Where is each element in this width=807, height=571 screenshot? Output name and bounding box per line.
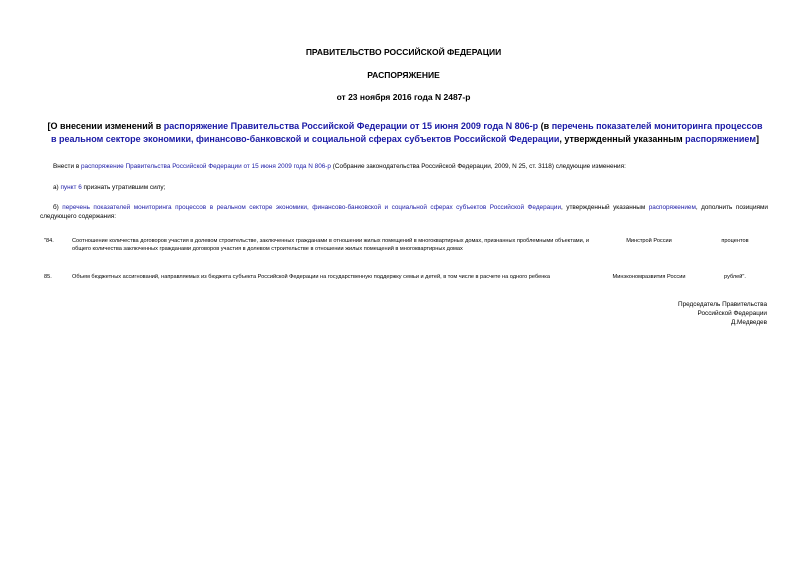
signature-country: Российской Федерации bbox=[697, 310, 767, 317]
signature-name: Д.Медведев bbox=[730, 319, 767, 326]
item-b-paragraph bbox=[40, 203, 768, 221]
item-b-text-2: , утвержденный указанным bbox=[561, 204, 649, 211]
table-row-85-unit: рублей". bbox=[724, 274, 746, 280]
table-row-84-unit: процентов bbox=[721, 238, 749, 244]
title-text-1: [О внесении изменений в bbox=[47, 121, 164, 131]
table-row-85-text: Объем бюджетных ассигнований, направляемых из бюджета субъекта Российской Федерации на государственную поддержку семьи и детей, в том числе в расчете на одного ребенка bbox=[72, 274, 550, 280]
intro-paragraph bbox=[53, 162, 768, 171]
document-type-heading: РАСПОРЯЖЕНИЕ bbox=[367, 70, 440, 80]
document-date-number: от 23 ноября 2016 года N 2487-р bbox=[336, 92, 471, 102]
title-text-2: (в bbox=[538, 121, 552, 131]
title-link-decree-806[interactable]: распоряжение Правительства Российской Федерации от 15 июня 2009 года N 806-р bbox=[163, 121, 539, 131]
table-row-84-agency: Минстрой России bbox=[626, 238, 672, 244]
signature-block bbox=[678, 300, 767, 327]
item-b-link-indicator-list[interactable]: перечень показателей мониторинга процессов в реальном секторе экономики, финансово-банковской и социальной сферах субъектов Российской Федерации bbox=[62, 204, 562, 211]
intro-link-decree-806[interactable]: распоряжение Правительства Российской Федерации от 15 июня 2009 года N 806-р bbox=[80, 163, 331, 170]
item-b-link-decree[interactable]: распоряжением bbox=[648, 204, 696, 211]
item-a-paragraph bbox=[53, 183, 768, 192]
item-a-link-clause-6[interactable]: пункт 6 bbox=[60, 184, 82, 191]
title-link-decree[interactable]: распоряжением bbox=[685, 134, 756, 144]
table-row-85-agency: Минэкономразвития России bbox=[612, 274, 686, 280]
signature-title: Председатель Правительства bbox=[678, 301, 767, 308]
government-heading: ПРАВИТЕЛЬСТВО РОССИЙСКОЙ ФЕДЕРАЦИИ bbox=[305, 47, 502, 57]
table-row-84-text: Соотношение количества договоров участия в долевом строительстве, заключенных гражданами в отношении жилых помещений в многоквартирных домах, признанных проблемными объектами, и общего количества заключенных гражданами договоров участия в долевом строительстве в отношении жилых помещений в многоквартирных домах bbox=[72, 238, 590, 252]
table-row-84-number: "84. bbox=[44, 238, 54, 244]
item-a-text-2: признать утратившим силу; bbox=[81, 184, 166, 191]
title-text-3: , утвержденный указанным bbox=[559, 134, 686, 144]
title-link-indicator-list[interactable]: перечень показателей мониторинга процессов в реальном секторе экономики, финансово-банковской и социальной сферах субъектов Российской Федерации bbox=[51, 121, 763, 144]
table-row-85-number: 85. bbox=[44, 274, 52, 280]
item-b-text-3: , дополнить позициями следующего содержания: bbox=[40, 204, 768, 220]
intro-text-1: Внести в bbox=[53, 163, 81, 170]
intro-text-2: (Собрание законодательства Российской Федерации, 2009, N 25, ст. 3118) следующие изменения: bbox=[331, 163, 626, 170]
document-title bbox=[44, 120, 766, 146]
title-text-4: ] bbox=[755, 134, 759, 144]
item-b-text-1: б) bbox=[53, 204, 63, 211]
item-a-text-1: а) bbox=[53, 184, 61, 191]
